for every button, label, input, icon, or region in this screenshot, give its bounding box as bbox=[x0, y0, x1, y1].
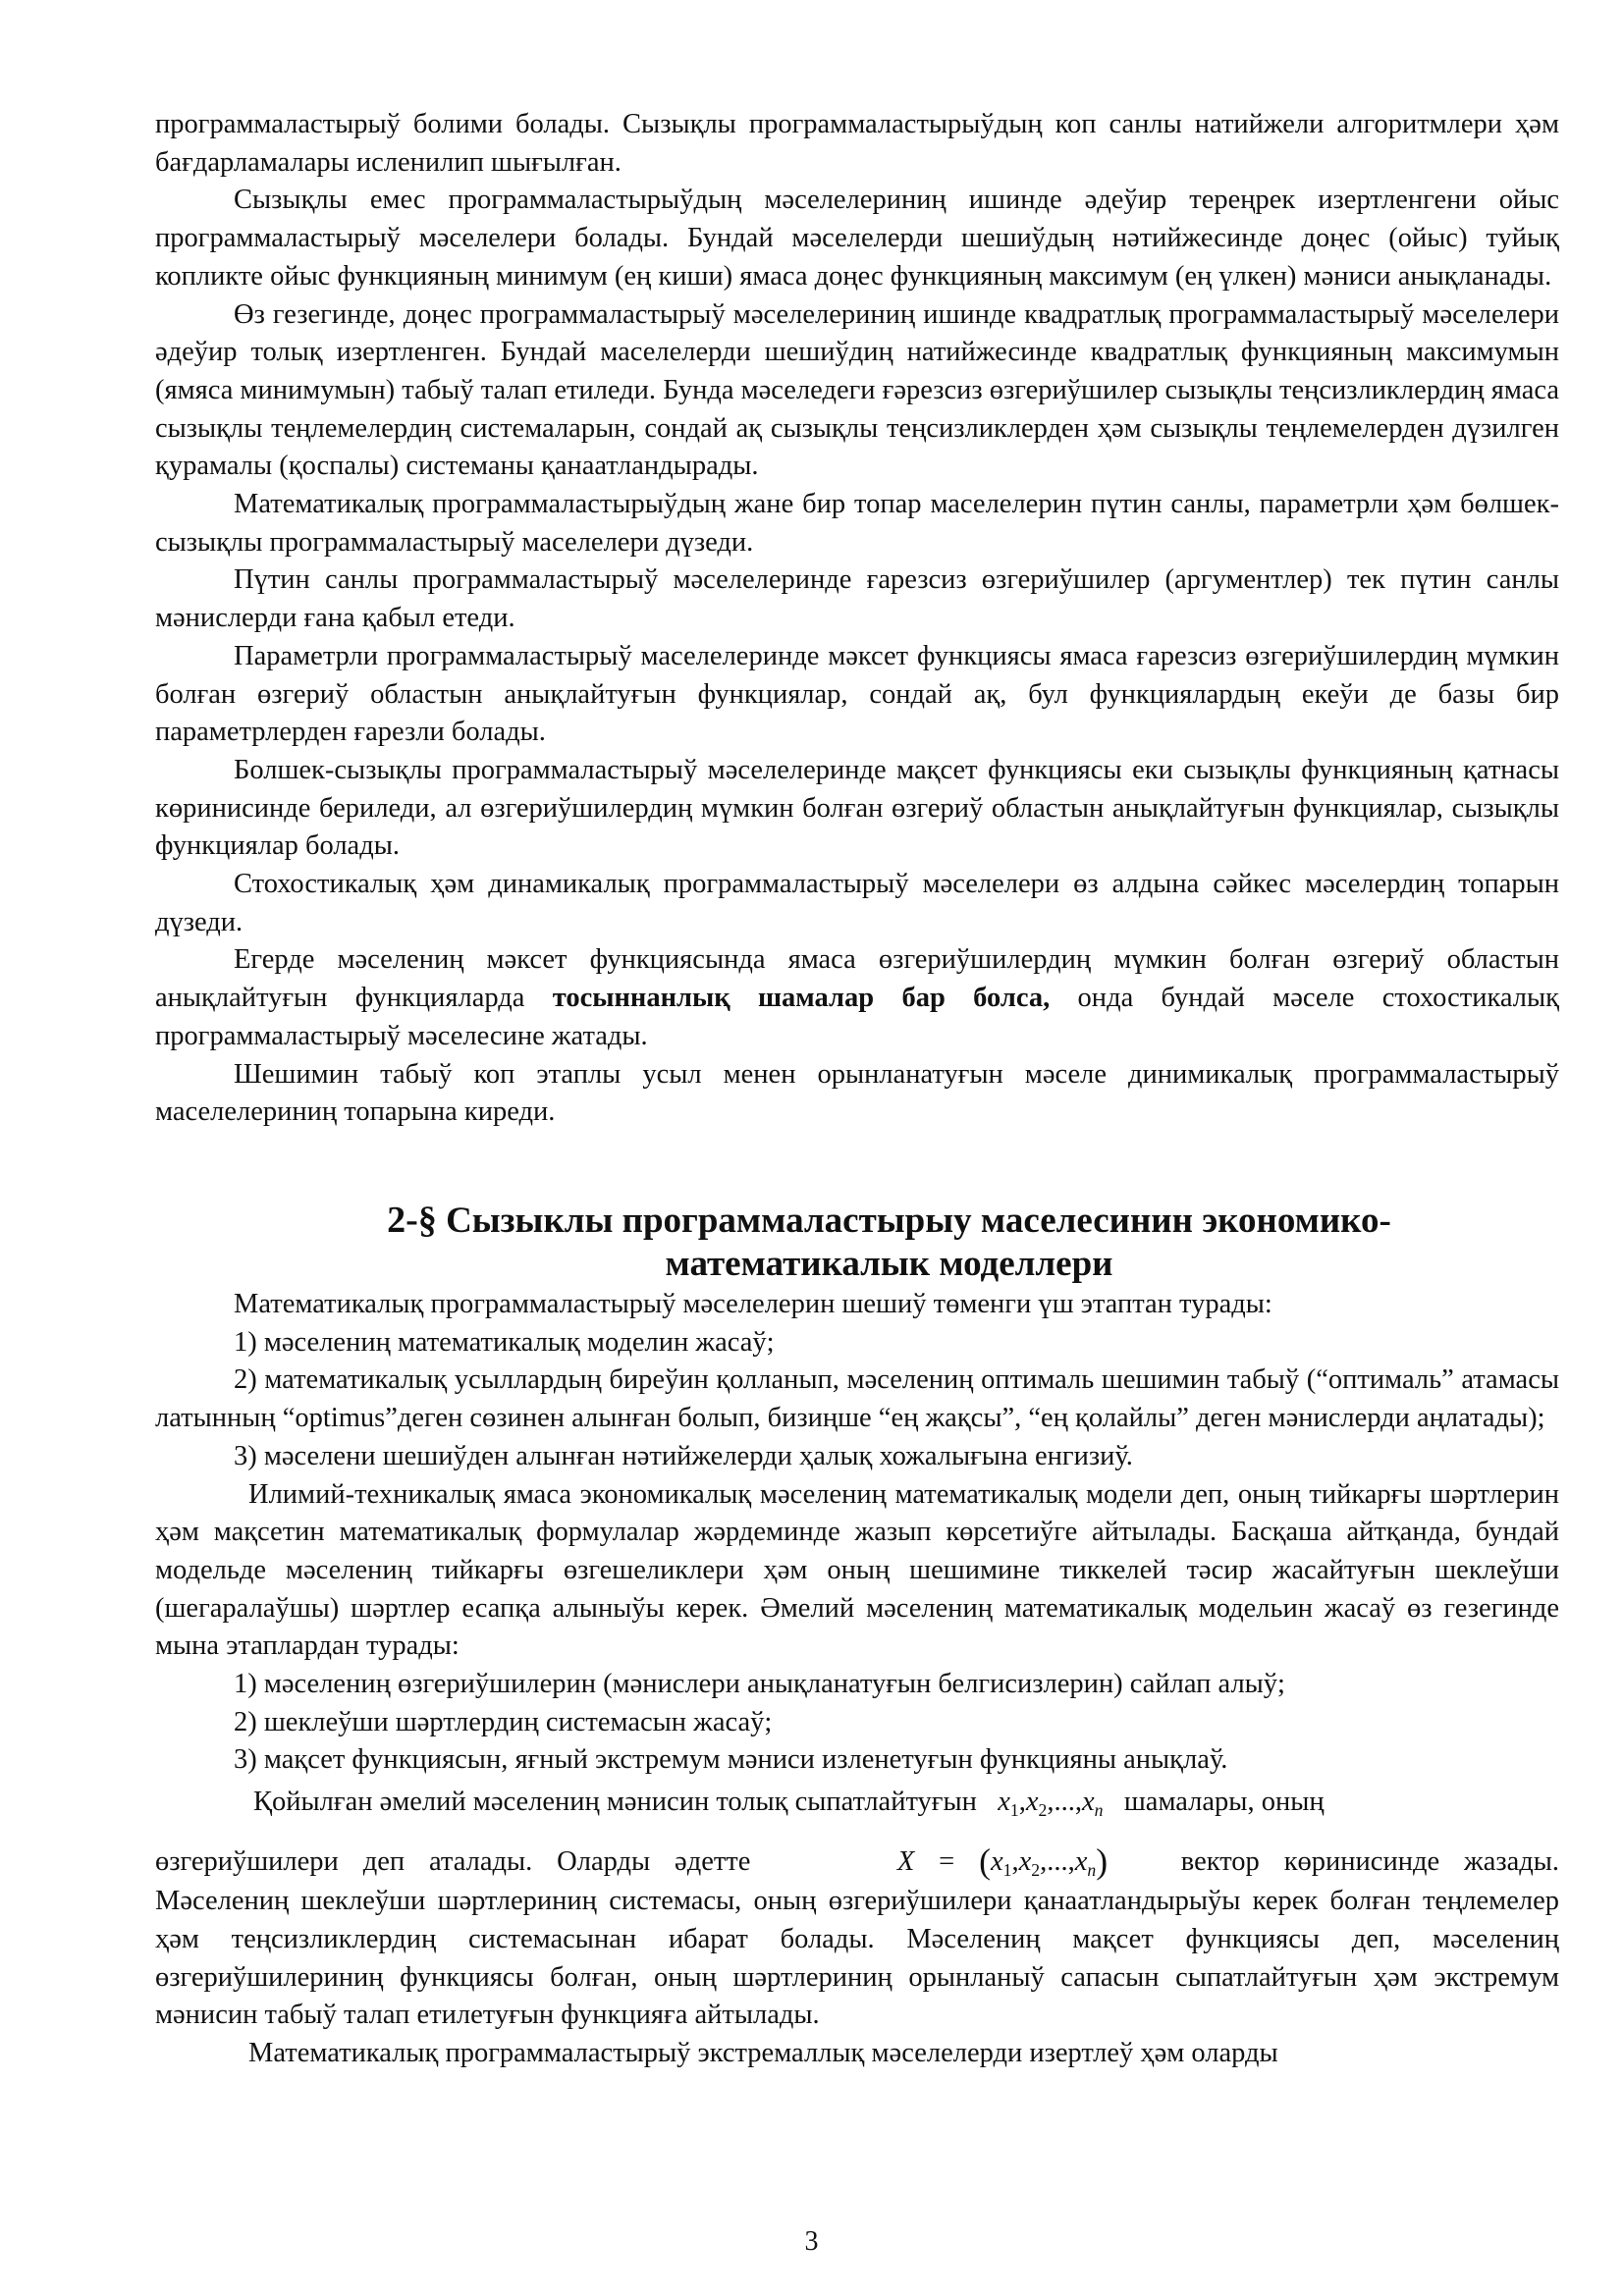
list-item: 3) мақсет функциясын, яғный экстремум мәниси изленетуғын функцияны анықлаў. bbox=[234, 1744, 1228, 1776]
list-item: 2) математикалық усыллардың биреўин қолланып, мәселениң оптималь шешимин табыў (“оптималь” атамасы латынның “optimus”деген сөзинен алынған болып, бизиңше “ең жақсы”, “ең қолайлы” деген мәнислерди аңлатады); bbox=[155, 1364, 1559, 1434]
paragraph: Стохостикалық ҳәм динамикалық программаластырыў мәселелери өз алдына сәйкес мәселердиң топарын дүзеди. bbox=[155, 869, 1559, 937]
paragraph: Өз гезегинде, доңес программаластырыў мәселелериниң ишинде квадратлық программаластырыў мәселелери әдеўир толық изертленген. Бундай маселелерди шешиўдиң натийжесинде квадратлық функцияның максимумын (ямяса минимумын) табыў талап етиледи. Бунда мәселедеги ғәрезсиз өзгериўшилер сызықлы теңсизликлердиң ямаса сызықлы теңлемелердиң системаларын, сондай ақ сызықлы теңсизликлерден ҳәм сызықлы теңлемелерден дүзилген қурамалы (қоспалы) системаны қанаатландырады. bbox=[155, 298, 1559, 482]
paragraph bbox=[155, 941, 1559, 1055]
section-heading bbox=[155, 1199, 1559, 1286]
list-item: 1) мәселениң өзгериўшилерин (мәнислери анықланатуғын белгисизлерин) сайлап алыў; bbox=[234, 1669, 1285, 1700]
paragraph: программаластырыў болими болады. Сызықлы программаластырыўдың коп санлы натийжели алгоритмлери ҳәм бағдарламалары исленилип шығылған. bbox=[155, 109, 1559, 178]
paragraph-with-formula: Қойылған әмелий мәселениң мәнисин толық сыпатлайтуғын $x_1,x_2,...,x_n$ шамалары, оның bbox=[253, 1787, 1325, 1821]
paragraph-text: онда бундай мәселе стохостикалық программаластырыў мәселесине жатады. bbox=[155, 983, 1559, 1051]
paragraph: Шешимин табыў коп этаплы усыл менен орынланатуғын мәселе динимикалық программаластырыў маселелериниң топарына киреди. bbox=[155, 1058, 1559, 1128]
page-number: 3 bbox=[804, 2226, 819, 2257]
paragraph: Пүтин санлы программаластырыў мәселелеринде ғарезсиз өзгериўшилер (аргументлер) тек пүтин санлы мәнислерди ғана қабыл етеди. bbox=[155, 564, 1559, 634]
document-page bbox=[155, 106, 1559, 2073]
list-item: 2) шеклеўши шәртлердиң системасын жасаў; bbox=[234, 1706, 773, 1737]
list-item: 1) мәселениң математикалық моделин жасаў; bbox=[234, 1326, 775, 1358]
bold-phrase: тосыннанлық шамалар бар болса, bbox=[552, 983, 1051, 1014]
paragraph: Математикалық программаластырыў мәселелерин шешиў төменги үш этаптан турады: bbox=[234, 1288, 1272, 1319]
paragraph: Математикалық программаластырыўдың жане бир топар маселелерин пүтин санлы, параметрли ҳәм бөлшек-сызықлы программаластырыў маселелери дүзеди. bbox=[155, 489, 1559, 558]
paragraph-with-formula: өзгериўшилери деп аталады. Оларды әдетте $X = (x_1,x_2,...,x_n)$ вектор көринисинде жазады. bbox=[155, 1842, 1560, 1882]
paragraph: Болшек-сызықлы программаластырыў мәселелеринде мақсет функциясы еки сызықлы функцияның қатнасы көринисинде бериледи, ал өзгериўшилердиң мүмкин болған өзгериў областын анықлайтуғын функциялар, сызықлы функциялар болады. bbox=[155, 754, 1559, 862]
section-number: 2-§ bbox=[387, 1199, 437, 1241]
paragraph: Математикалық программаластырыў экстремаллық мәселелерди изертлеў ҳәм оларды bbox=[248, 2038, 1278, 2069]
paragraph: Сызықлы емес программаластырыўдың мәселелериниң ишинде әдеўир тереңрек изертленгени ойыс программаластырыў мәселелери болады. Бундай мәселелерди шешиўдың нәтийжесинде доңес (ойыс) туйық копликте ойыс функцияның минимум (ең киши) ямаса доңес функцияның максимум (ең үлкен) мәниси анықланады. bbox=[155, 185, 1559, 292]
paragraph: Параметрли программаластырыў маселелеринде мәксет функциясы ямаса ғарезсиз өзгериўшилердиң мүмкин болған өзгериў областын анықлайтуғын функциялар, сондай ақ, бул функциялардың екеўи де базы бир параметрлерден ғарезли болады. bbox=[155, 640, 1559, 748]
paragraph: Илимий-техникалық ямаса экономикалық мәселениң математикалық модели деп, оның тийкарғы шәртлерин ҳәм мақсетин математикалық формулалар жәрдеминде жазып көрсетиўге айтылады. Басқаша айтқанда, бундай модельде мәселениң тийкарғы өзгешеликлери ҳәм оның шешимине тиккелей тәсир жасайтуғын шеклеўши (шегаралаўшы) шәртлер есапқа алыныўы керек. Әмелий мәселениң математикалық модельин жасаў өз гезегинде мына этаплардан турады: bbox=[155, 1478, 1559, 1662]
paragraph: Мәселениң шеклеўши шәртлериниң системасы, оның өзгериўшилери қанаатландырыўы керек болған теңлемелер ҳәм теңсизликлердиң системасынан ибарат болады. Мәселениң мақсет функциясы деп, мәселениң өзгериўшилериниң функциясы болған, оның шәртлериниң орынланыў сапасын сыпатлайтуғын ҳәм экстремум мәнисин табыў талап етилетуғын функцияға айтылады. bbox=[155, 1886, 1559, 2031]
paragraph-text: Егерде мәселениң мәксет функциясында ямаса өзгериўшилердиң мүмкин болған өзгериў областын анықлайтуғын функцияларда bbox=[155, 944, 1559, 1014]
section-title: Сызыклы программаластырыу маселесинин экономико-математикалык моделлери bbox=[446, 1200, 1391, 1284]
list-item: 3) мәселени шешиўден алынған нәтийжелерди ҳалық хожалығына енгизиў. bbox=[234, 1440, 1133, 1471]
formula-variables: $x_1,x_2,...,x_n$ bbox=[998, 1787, 1104, 1821]
formula-vector: $X = (x_1,x_2,...,x_n)$ bbox=[896, 1842, 1109, 1882]
